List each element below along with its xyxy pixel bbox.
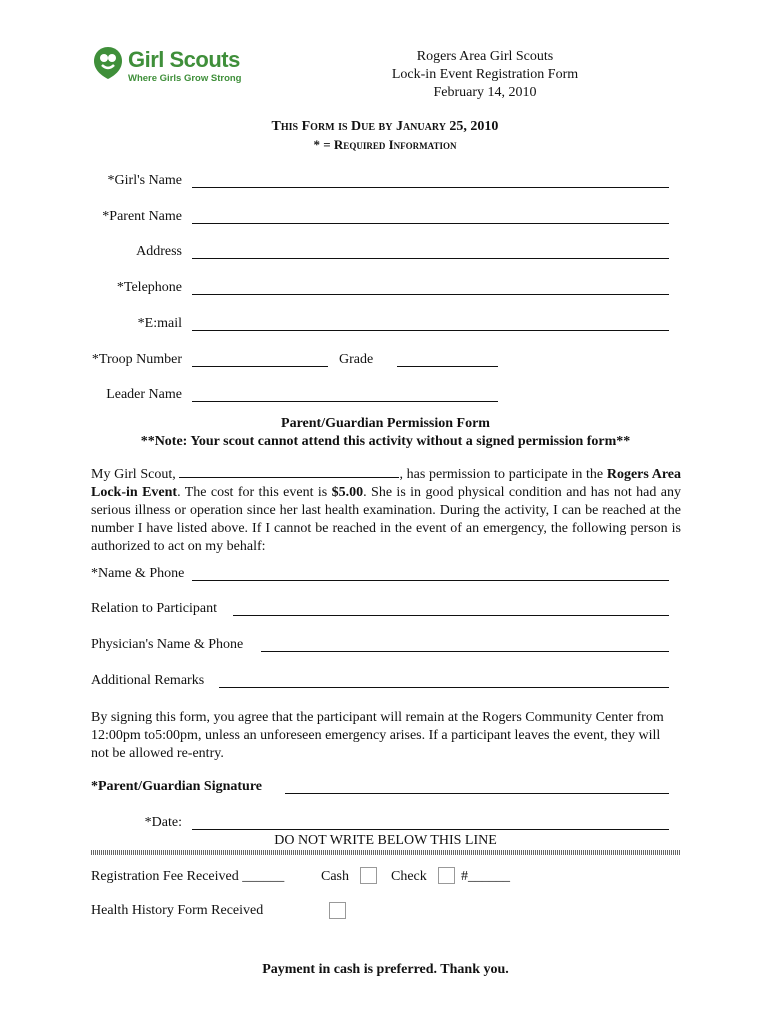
signature-label: *Parent/Guardian Signature (91, 779, 263, 794)
scout-name-blank[interactable] (179, 464, 399, 478)
health-history-label: Health History Form Received (91, 903, 264, 918)
permission-text-d: . She is in good physical condition and has not had any serious illness or operation since her last health examination. During the activity, I can be reached at the number I have listed above. If I cannot be reached in the event of an emergency, the following person is authorized to act on my behalf: (91, 485, 681, 554)
org-name: Rogers Area Girl Scouts (416, 49, 554, 64)
leader-name-field[interactable] (192, 401, 498, 402)
payment-note: Payment in cash is preferred. Thank you. (262, 962, 509, 977)
cash-checkbox[interactable] (360, 867, 377, 884)
check-number-label: #______ (461, 869, 510, 884)
parent-name-label: *Parent Name (102, 209, 182, 224)
form-date: February 14, 2010 (433, 85, 537, 100)
form-title: Lock-in Event Registration Form (391, 67, 579, 82)
check-checkbox[interactable] (438, 867, 455, 884)
address-field[interactable] (192, 258, 669, 259)
registration-fee-label: Registration Fee Received ______ (91, 869, 285, 884)
form-header (380, 48, 590, 102)
emergency-name-label: *Name & Phone (91, 566, 185, 581)
girls-name-label: *Girl's Name (107, 173, 182, 188)
telephone-label: *Telephone (116, 280, 182, 295)
relation-label: Relation to Participant (91, 601, 217, 616)
grade-label: Grade (339, 352, 374, 367)
troop-number-label: *Troop Number (91, 352, 182, 367)
permission-title: Parent/Guardian Permission Form (281, 416, 490, 431)
emergency-name-field[interactable] (192, 580, 669, 581)
parent-name-field[interactable] (192, 223, 669, 224)
troop-number-field[interactable] (192, 366, 328, 367)
signing-paragraph: By signing this form, you agree that the participant will remain at the Rogers Community Center from 12:00pm to5:00pm, unless an unforeseen emergency arises. If a participant leaves the event, they will not be allowed re-entry. (91, 710, 664, 761)
due-date-notice: This Form is Due by January 25, 2010 (271, 119, 499, 134)
remarks-field[interactable] (219, 687, 669, 688)
girl-scouts-logo (90, 45, 280, 90)
telephone-field[interactable] (192, 294, 669, 295)
grade-field[interactable] (397, 366, 498, 367)
email-field[interactable] (192, 330, 669, 331)
signature-field[interactable] (285, 793, 669, 794)
date-field[interactable] (192, 829, 669, 830)
address-label: Address (136, 244, 182, 259)
event-cost: $5.00 (331, 485, 364, 500)
relation-field[interactable] (233, 615, 669, 616)
permission-paragraph (91, 464, 681, 556)
cash-label: Cash (321, 869, 349, 884)
hatched-divider (91, 850, 680, 855)
email-label: *E:mail (137, 316, 182, 331)
do-not-write-divider-text: DO NOT WRITE BELOW THIS LINE (274, 833, 497, 848)
leader-name-label: Leader Name (106, 387, 182, 402)
permission-text-a: My Girl Scout, (91, 467, 180, 482)
check-label: Check (391, 869, 427, 884)
required-legend: * = Required Information (313, 137, 457, 152)
logo-name: Girl Scouts (128, 47, 240, 72)
permission-text-c: . The cost for this event is (177, 485, 332, 500)
date-label: *Date: (144, 815, 182, 830)
permission-note: **Note: Your scout cannot attend this activity without a signed permission form** (140, 434, 631, 449)
girls-name-field[interactable] (192, 187, 669, 188)
trefoil-logo-icon (90, 45, 126, 81)
physician-field[interactable] (261, 651, 669, 652)
event-name: Rogers Area Lock-in Event (91, 467, 682, 500)
logo-tagline: Where Girls Grow Strong (128, 73, 242, 84)
health-history-checkbox[interactable] (329, 902, 346, 919)
remarks-label: Additional Remarks (91, 673, 205, 688)
physician-label: Physician's Name & Phone (91, 637, 244, 652)
permission-text-b: , has permission to participate in the (399, 467, 607, 482)
